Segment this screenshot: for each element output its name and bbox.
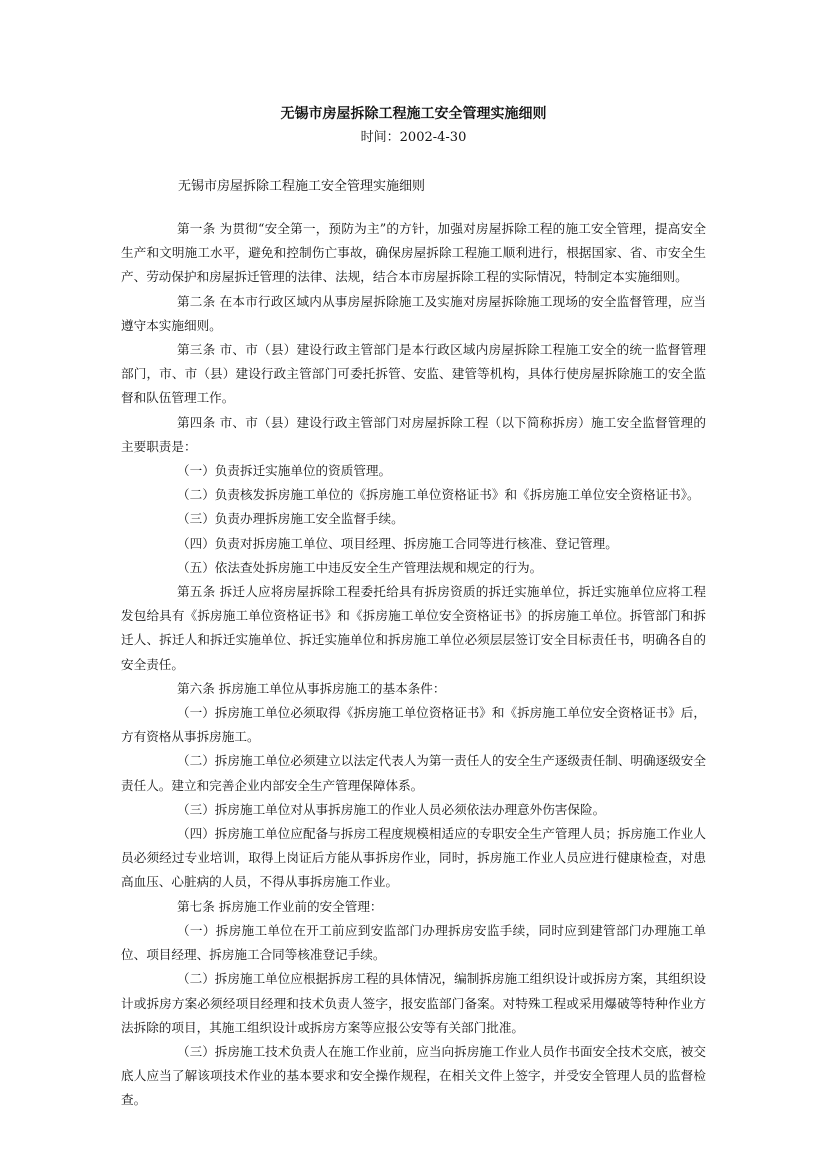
article-7: 第七条 拆房施工作业前的安全管理： [177, 898, 383, 914]
article-7-item-1: （一）拆房施工单位在开工前应到安监部门办理拆房安监手续，同时应到建管部门办理施工单位、项目经理、拆房施工合同等核准登记手续。 [121, 922, 706, 963]
article-7-item-2: （二）拆房施工单位应根据拆房工程的具体情况，编制拆房施工组织设计或拆房方案，其组织设计或拆房方案必须经项目经理和技术负责人签字，报安监部门备案。对特殊工程或采用爆破等特种作业方法拆除的项目，其施工组织设计或拆房方案等应报公安等有关部门批准。 [121, 971, 706, 1035]
article-4-item-3: （三）负责办理拆房施工安全监督手续。 [177, 511, 404, 527]
article-4: 第四条 市、市（县）建设行政主管部门对房屋拆除工程（以下简称拆房）施工安全监督管理的主要职责是： [121, 414, 706, 454]
document-title: 无锡市房屋拆除工程施工安全管理实施细则 [280, 106, 547, 122]
article-4-item-5: （五）依法查处拆房施工中违反安全生产管理法规和规定的行为。 [177, 559, 543, 575]
article-1: 第一条 为贯彻“安全第一，预防为主”的方针，加强对房屋拆除工程的施工安全管理，提高安全生产和文明施工水平，避免和控制伤亡事故，确保房屋拆除工程施工顺利进行，根据国家、省、市安全生产、劳动保护和房屋拆迁管理的法律、法规，结合本市房屋拆除工程的实际情况，特制定本实施细则。 [121, 221, 706, 285]
article-4-item-1: （一）负责拆迁实施单位的资质管理。 [177, 463, 392, 479]
publish-date: 时间：2002-4-30 [360, 130, 467, 145]
article-5: 第五条 拆迁人应将房屋拆除工程委托给具有拆房资质的拆迁实施单位，拆迁实施单位应将工程发包给具有《拆房施工单位资格证书》和《拆房施工单位安全资格证书》的拆房施工单位。拆管部门和拆迁人、拆迁人和拆迁实施单位、拆迁实施单位和拆房施工单位必须层层签订安全目标责任书，明确各自的安全责任。 [121, 584, 706, 672]
document-body [121, 217, 706, 1113]
article-3: 第三条 市、市（县）建设行政主管部门是本行政区域内房屋拆除工程施工安全的统一监督管理部门，市、市（县）建设行政主管部门可委托拆管、安监、建管等机构，具体行使房屋拆除施工的安全监督和队伍管理工作。 [121, 342, 706, 406]
document-subtitle: 无锡市房屋拆除工程施工安全管理实施细则 [178, 179, 426, 194]
article-7-item-3: （三）拆房施工技术负责人在施工作业前，应当向拆房施工作业人员作书面安全技术交底，被交底人应当了解该项技术作业的基本要求和安全操作规程，在相关文件上签字，并受安全管理人员的监督检查。 [121, 1043, 706, 1108]
article-6-item-1: （一）拆房施工单位必须取得《拆房施工单位资格证书》和《拆房施工单位安全资格证书》后，方有资格从事拆房施工。 [121, 705, 706, 745]
article-4-item-2: （二）负责核发拆房施工单位的《拆房施工单位资格证书》和《拆房施工单位安全资格证书》。 [177, 487, 700, 503]
article-4-item-4: （四）负责对拆房施工单位、项目经理、拆房施工合同等进行核准、登记管理。 [177, 535, 618, 551]
article-6-item-4: （四）拆房施工单位应配备与拆房工程度规模相适应的专职安全生产管理人员；拆房施工作业人员必须经过专业培训，取得上岗证后方能从事拆房作业，同时，拆房施工作业人员应进行健康检查，对患高血压、心脏病的人员，不得从事拆房施工作业。 [121, 826, 706, 890]
article-6: 第六条 拆房施工单位从事拆房施工的基本条件： [177, 680, 446, 696]
article-6-item-3: （三）拆房施工单位对从事拆房施工的作业人员必须依法办理意外伤害保险。 [177, 801, 606, 817]
article-2: 第二条 在本市行政区域内从事房屋拆除施工及实施对房屋拆除施工现场的安全监督管理，应当遵守本实施细则。 [121, 293, 706, 333]
article-6-item-2: （二）拆房施工单位必须建立以法定代表人为第一责任人的安全生产逐级责任制、明确逐级安全责任人。建立和完善企业内部安全生产管理保障体系。 [121, 753, 706, 793]
